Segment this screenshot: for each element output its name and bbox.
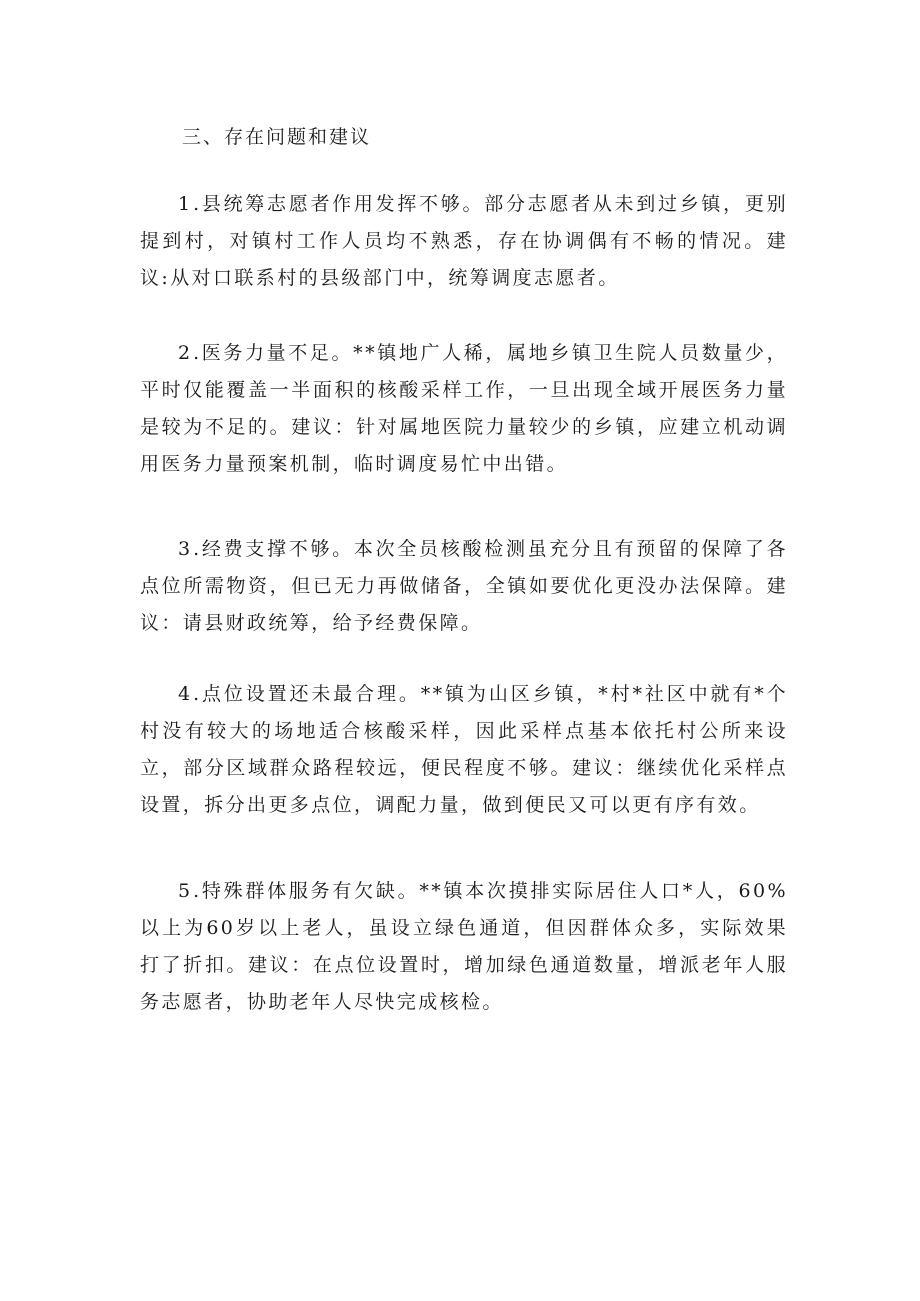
- item-number: 2: [178, 342, 194, 364]
- item-number: 1: [178, 193, 194, 215]
- item-number: 3: [178, 538, 194, 560]
- item-text: .经费支撑不够。本次全员核酸检测虽充分且有预留的保障了各点位所需物资，但已无力再做储备，全镇如要优化更没办法保障。建议：请县财政统筹，给予经费保障。: [140, 538, 788, 634]
- paragraph-item-3: [140, 531, 788, 642]
- item-number: 5: [178, 880, 194, 902]
- paragraph-item-1: [140, 186, 788, 297]
- item-text: .特殊群体服务有欠缺。**镇本次摸排实际居住人口*人，60%以上为60岁以上老人，虽设立绿色通道，但因群体众多，实际效果打了折扣。建议：在点位设置时，增加绿色通道数量，增派老年人服务志愿者，协助老年人尽快完成核检。: [140, 880, 788, 1013]
- item-number: 4: [178, 683, 194, 705]
- item-text: .医务力量不足。**镇地广人稀，属地乡镇卫生院人员数量少，平时仅能覆盖一半面积的核酸采样工作，一旦出现全域开展医务力量是较为不足的。建议：针对属地医院力量较少的乡镇，应建立机动调用医务力量预案机制，临时调度易忙中出错。: [140, 342, 788, 475]
- section-heading: 三、存在问题和建议: [182, 126, 372, 148]
- paragraph-item-5: [140, 873, 788, 1021]
- item-text: .点位设置还未最合理。**镇为山区乡镇，*村*社区中就有*个村没有较大的场地适合核酸采样，因此采样点基本依托村公所来设立，部分区域群众路程较远，便民程度不够。建议：继续优化采样点设置，拆分出更多点位，调配力量，做到便民又可以更有序有效。: [140, 683, 788, 816]
- item-text: .县统筹志愿者作用发挥不够。部分志愿者从未到过乡镇，更别提到村，对镇村工作人员均不熟悉，存在协调偶有不畅的情况。建议:从对口联系村的县级部门中，统筹调度志愿者。: [140, 193, 788, 289]
- paragraph-item-4: [140, 676, 788, 824]
- paragraph-item-2: [140, 335, 788, 483]
